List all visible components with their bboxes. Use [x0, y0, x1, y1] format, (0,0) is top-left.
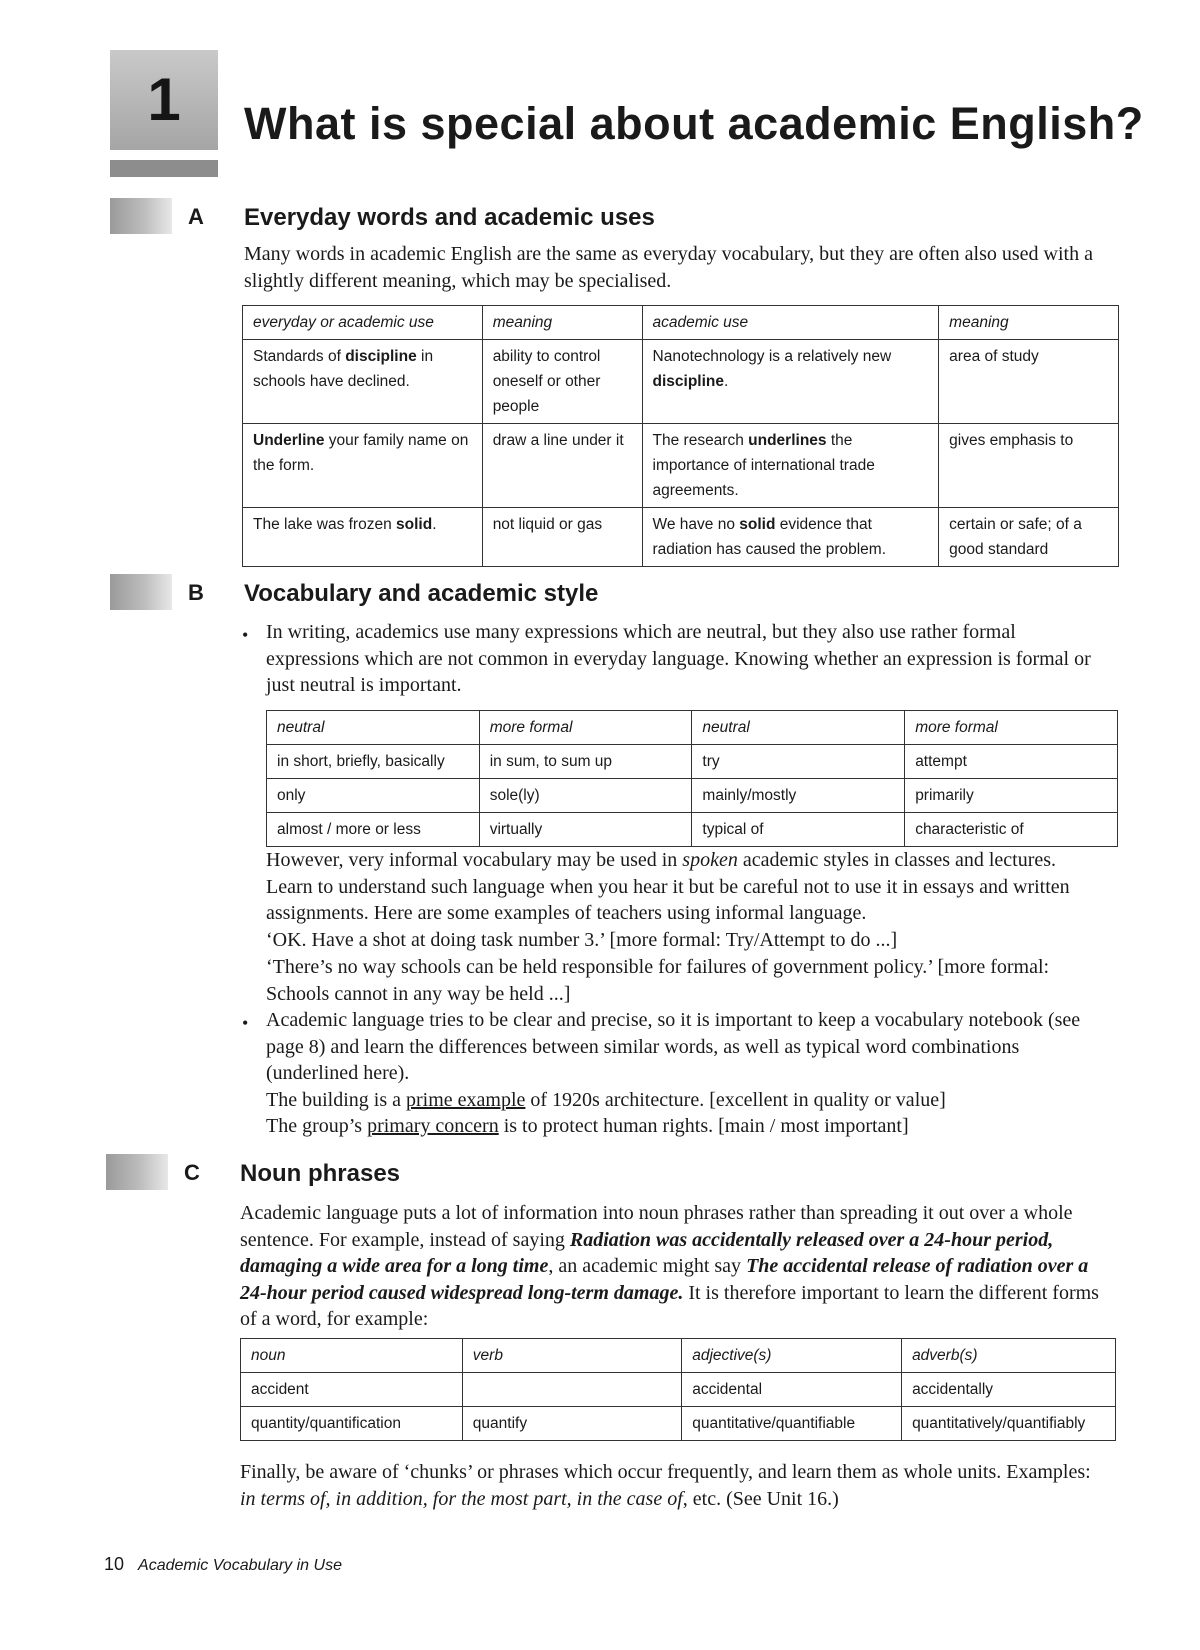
table-cell: ability to control oneself or other people: [482, 340, 642, 424]
section-b-letter: B: [188, 580, 204, 605]
table-cell: attempt: [905, 745, 1118, 779]
table-cell: primarily: [905, 779, 1118, 813]
header-cell: academic use: [642, 306, 939, 340]
unit-number-block: [110, 50, 218, 150]
keyword: solid: [739, 516, 776, 533]
collocation-example-2: The group’s primary concern is to protect human rights. [main / most important]: [266, 1115, 909, 1137]
table-row: [243, 508, 1119, 567]
table-cell: characteristic of: [905, 813, 1118, 847]
table-header-row: [267, 711, 1118, 745]
table-cell: accidentally: [902, 1373, 1116, 1407]
table-cell: draw a line under it: [482, 424, 642, 508]
section-b-title: Vocabulary and academic style: [244, 580, 599, 607]
table-header-row: [241, 1339, 1116, 1373]
table-cell: area of study: [939, 340, 1119, 424]
table-cell: quantify: [462, 1407, 681, 1441]
header-cell: meaning: [482, 306, 642, 340]
header-cell: more formal: [479, 711, 692, 745]
header-cell: adjective(s): [682, 1339, 902, 1373]
table-row: [243, 340, 1119, 424]
book-title: Academic Vocabulary in Use: [138, 1557, 342, 1574]
header-cell: more formal: [905, 711, 1118, 745]
table-cell: certain or safe; of a good standard: [939, 508, 1119, 567]
header-cell: neutral: [267, 711, 480, 745]
table-row: [267, 813, 1118, 847]
table-row: [267, 779, 1118, 813]
bullet-point: •: [242, 1013, 249, 1033]
table-cell: Nanotechnology is a relatively new discipline.: [642, 340, 939, 424]
table-cell: not liquid or gas: [482, 508, 642, 567]
bullet-point: •: [242, 625, 249, 645]
header-cell: verb: [462, 1339, 681, 1373]
table-cell: [462, 1373, 681, 1407]
unit-bar: [110, 160, 218, 177]
section-a-marker: [110, 198, 172, 234]
section-c-letter: C: [184, 1160, 200, 1185]
section-c-title: Noun phrases: [240, 1160, 401, 1187]
header-cell: noun: [241, 1339, 463, 1373]
section-c-paragraph: Academic language puts a lot of information into noun phrases rather than spreading it out over a whole sentence. For example, instead of saying Radiation was accidentally released over a 24-hour period, damaging a wide area for a long time, an academic might say The accidental release of radiation over a 24-hour period caused widespread long-term damage. It is therefore important to learn the different forms of a word, for example:: [240, 1202, 1099, 1330]
table-cell: gives emphasis to: [939, 424, 1119, 508]
header-cell: neutral: [692, 711, 905, 745]
table-cell: Underline your family name on the form.: [243, 424, 483, 508]
section-b-bullet-2: Academic language tries to be clear and precise, so it is important to keep a vocabulary notebook (see page 8) and learn the differences between similar words, as well as typical word combinations (underlined here).: [266, 1009, 1081, 1084]
keyword: Underline: [253, 432, 325, 449]
table-cell: quantity/quantification: [241, 1407, 463, 1441]
quote-example-2: ‘There’s no way schools can be held responsible for failures of government policy.’ [more formal: Schools cannot in any way be held ...]: [266, 956, 1050, 1005]
table-cell: try: [692, 745, 905, 779]
section-b-marker: [110, 574, 172, 610]
collocation-example-1: The building is a prime example of 1920s architecture. [excellent in quality or value]: [266, 1089, 946, 1111]
table-cell: We have no solid evidence that radiation has caused the problem.: [642, 508, 939, 567]
section-a-title: Everyday words and academic uses: [244, 204, 655, 231]
keyword: discipline: [345, 348, 417, 365]
keyword: underlines: [748, 432, 827, 449]
section-c-final-paragraph: Finally, be aware of ‘chunks’ or phrases which occur frequently, and learn them as whole units. Examples: in terms of, in addition, for the most part, in the case of, etc. (See Unit 16.): [240, 1461, 1091, 1510]
unit-number: 1: [147, 66, 181, 133]
table-formality: [266, 710, 1118, 847]
table-cell: quantitative/quantifiable: [682, 1407, 902, 1441]
table-cell: mainly/mostly: [692, 779, 905, 813]
page-footer: [104, 1554, 342, 1575]
table-everyday-academic: [242, 305, 1119, 567]
table-cell: accidental: [682, 1373, 902, 1407]
table-cell: in sum, to sum up: [479, 745, 692, 779]
table-row: [241, 1373, 1116, 1407]
keyword: discipline: [652, 373, 725, 390]
header-cell: meaning: [939, 306, 1119, 340]
table-header-row: [243, 306, 1119, 340]
table-row: [241, 1407, 1116, 1441]
table-row: [243, 424, 1119, 508]
section-c-marker: [106, 1154, 168, 1190]
section-b-bullet-1: In writing, academics use many expressions which are neutral, but they also use rather formal expressions which are not common in everyday language. Knowing whether an expression is formal or just neutral is important.: [266, 621, 1091, 696]
table-word-forms: [240, 1338, 1116, 1441]
header-cell: adverb(s): [902, 1339, 1116, 1373]
table-cell: in short, briefly, basically: [267, 745, 480, 779]
table-cell: The lake was frozen solid.: [243, 508, 483, 567]
section-a-letter: A: [188, 204, 204, 229]
section-b-informal-paragraph: However, very informal vocabulary may be used in spoken academic styles in classes and lectures. Learn to understand such language when you hear it but be careful not to use it in essays and written assignments. Here are some examples of teachers using informal language.: [266, 849, 1070, 924]
table-cell: only: [267, 779, 480, 813]
table-cell: accident: [241, 1373, 463, 1407]
page-number: 10: [104, 1554, 125, 1574]
table-cell: typical of: [692, 813, 905, 847]
table-cell: sole(ly): [479, 779, 692, 813]
quote-example-1: ‘OK. Have a shot at doing task number 3.’ [more formal: Try/Attempt to do ...]: [266, 929, 898, 951]
table-cell: Standards of discipline in schools have declined.: [243, 340, 483, 424]
section-a-intro: Many words in academic English are the same as everyday vocabulary, but they are often also used with a slightly different meaning, which may be specialised.: [244, 243, 1093, 292]
page-title: What is special about academic English?: [244, 98, 1144, 149]
keyword: solid: [396, 516, 433, 533]
table-row: [267, 745, 1118, 779]
table-cell: The research underlines the importance of international trade agreements.: [642, 424, 939, 508]
table-cell: almost / more or less: [267, 813, 480, 847]
table-cell: quantitatively/quantifiably: [902, 1407, 1116, 1441]
header-cell: everyday or academic use: [243, 306, 483, 340]
table-cell: virtually: [479, 813, 692, 847]
